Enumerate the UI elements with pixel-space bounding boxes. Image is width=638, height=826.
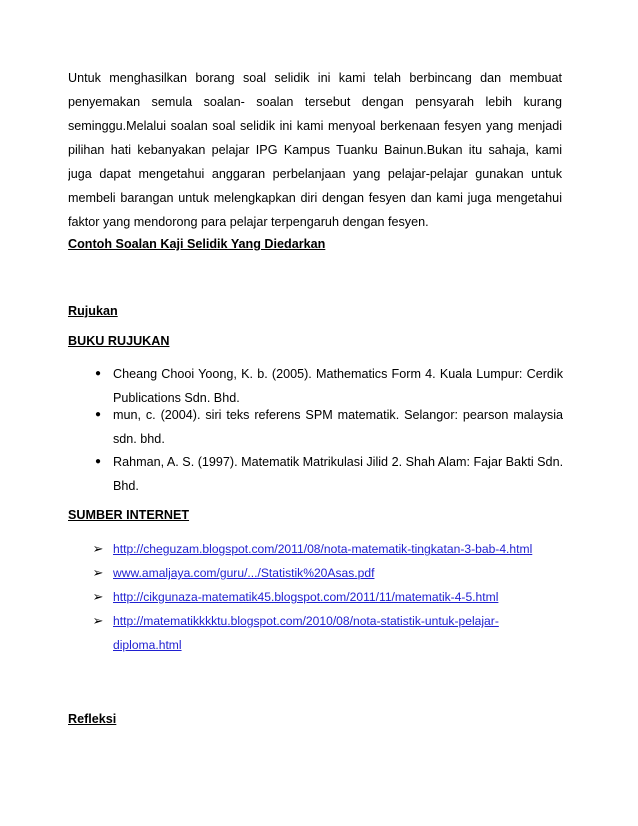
intro-line: faktor yang mendorong para pelajar terpengaruh dengan fesyen. bbox=[68, 215, 429, 229]
book-reference-item bbox=[94, 450, 563, 498]
bullet-icon: ● bbox=[94, 409, 102, 420]
heading-contoh-soalan: Contoh Soalan Kaji Selidik Yang Diedarkan bbox=[68, 237, 326, 251]
intro-line: Untuk menghasilkan borang soal selidik ini kami telah berbincang dan membuat bbox=[68, 71, 562, 85]
book-reference-line: mun, c. (2004). siri teks referens SPM matematik. Selangor: pearson malaysia bbox=[113, 408, 563, 422]
arrow-bullet-icon: ➢ bbox=[92, 589, 104, 604]
intro-line: penyemakan semula soalan- soalan tersebut dengan pensyarah lebih kurang bbox=[68, 95, 562, 109]
book-reference-line: Rahman, A. S. (1997). Matematik Matrikulasi Jilid 2. Shah Alam: Fajar Bakti Sdn. bbox=[113, 455, 563, 469]
book-reference-line: Publications Sdn. Bhd. bbox=[113, 391, 240, 405]
internet-link-item bbox=[92, 561, 583, 585]
internet-link[interactable]: http://cikgunaza-matematik45.blogspot.com/2011/11/matematik-4-5.html bbox=[113, 590, 499, 604]
internet-link-item bbox=[92, 537, 583, 561]
book-reference-item bbox=[94, 403, 563, 451]
internet-link-item bbox=[92, 609, 583, 657]
heading-sumber-internet: SUMBER INTERNET bbox=[68, 508, 190, 522]
arrow-bullet-icon: ➢ bbox=[92, 541, 104, 556]
heading-buku-rujukan: BUKU RUJUKAN bbox=[68, 334, 170, 348]
book-reference-line: sdn. bhd. bbox=[113, 432, 165, 446]
heading-refleksi: Refleksi bbox=[68, 712, 117, 726]
internet-link[interactable]: http://matematikkkktu.blogspot.com/2010/08/nota-statistik-untuk-pelajar- diploma.html bbox=[113, 614, 499, 652]
book-reference-line: Cheang Chooi Yoong, K. b. (2005). Mathematics Form 4. Kuala Lumpur: Cerdik bbox=[113, 367, 563, 381]
bullet-icon: ● bbox=[94, 368, 102, 379]
arrow-bullet-icon: ➢ bbox=[92, 565, 104, 580]
intro-line: seminggu.Melalui soalan soal selidik ini kami menyoal berkenaan fesyen yang menjadi bbox=[68, 119, 562, 133]
intro-line: membeli barangan untuk melengkapkan diri dengan fesyen dan kami juga mengetahui bbox=[68, 191, 562, 205]
internet-link[interactable]: www.amaljaya.com/guru/.../Statistik%20Asas.pdf bbox=[113, 566, 375, 580]
internet-link[interactable]: http://cheguzam.blogspot.com/2011/08/nota-matematik-tingkatan-3-bab-4.html bbox=[113, 542, 533, 556]
intro-paragraph bbox=[68, 66, 562, 234]
intro-line: juga dapat mengetahui anggaran perbelanjaan yang pelajar-pelajar gunakan untuk bbox=[68, 167, 562, 181]
bullet-icon: ● bbox=[94, 456, 102, 467]
book-reference-line: Bhd. bbox=[113, 479, 139, 493]
heading-rujukan: Rujukan bbox=[68, 304, 118, 318]
intro-line: pilihan hati kebanyakan pelajar IPG Kampus Tuanku Bainun.Bukan itu sahaja, kami bbox=[68, 143, 562, 157]
internet-link-item bbox=[92, 585, 583, 609]
arrow-bullet-icon: ➢ bbox=[92, 613, 104, 628]
